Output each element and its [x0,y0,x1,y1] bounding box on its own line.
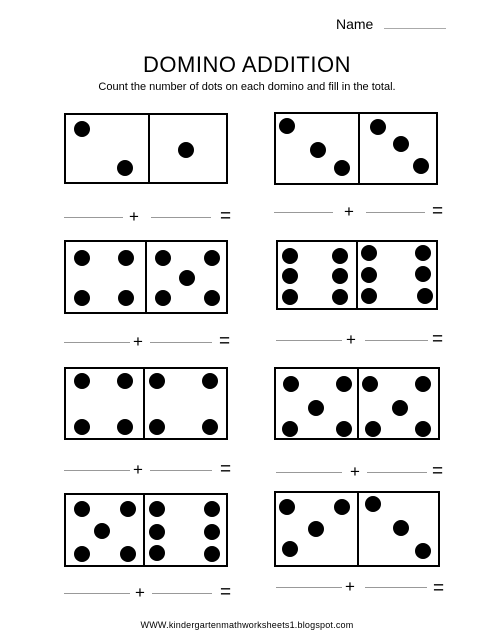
equals-sign: = [219,331,231,352]
plus-sign: + [135,583,145,602]
answer-blank-left[interactable] [64,342,130,343]
domino-divider [143,369,145,438]
domino-dot-right [149,545,165,561]
footer-website: WWW.kindergartenmathworksheets1.blogspot.com [140,620,354,630]
domino-dot-left [120,546,136,562]
answer-blank-left[interactable] [276,472,342,473]
domino-dot-right [370,119,386,135]
domino-dot-left [282,289,298,305]
domino-dot-left [308,521,324,537]
domino-dot-left [117,419,133,435]
answer-blank-left[interactable] [64,217,123,218]
domino-dot-left [332,248,348,264]
domino-dot-right [149,501,165,517]
domino-dot-right [204,524,220,540]
domino-dot-left [282,248,298,264]
domino-dot-left [282,421,298,437]
domino-dot-left [336,376,352,392]
domino-8 [274,491,440,567]
domino-dot-left [94,523,110,539]
domino-dot-right [149,373,165,389]
domino-dot-right [413,158,429,174]
equals-sign: = [432,329,444,350]
answer-blank-left[interactable] [64,470,130,471]
domino-dot-left [118,290,134,306]
domino-dot-right [204,546,220,562]
domino-2 [274,112,438,185]
answer-blank-left[interactable] [64,593,130,594]
equals-sign: = [220,582,232,603]
domino-divider [357,493,359,565]
domino-4 [276,240,438,310]
worksheet-title: DOMINO ADDITION [143,52,351,77]
domino-dot-right [204,250,220,266]
domino-dot-right [393,136,409,152]
equals-sign: = [433,578,445,599]
answer-blank-right[interactable] [150,470,212,471]
domino-dot-left [334,160,350,176]
domino-6 [274,367,440,440]
domino-dot-left [334,499,350,515]
domino-dot-left [74,121,90,137]
answer-blank-right[interactable] [367,472,427,473]
domino-dot-left [279,118,295,134]
domino-3 [64,240,228,314]
answer-blank-right[interactable] [366,212,425,213]
domino-dot-left [74,290,90,306]
domino-dot-right [361,288,377,304]
equals-sign: = [432,461,444,482]
domino-dot-right [415,266,431,282]
instructions: Count the number of dots on each domino and fill in the total. [98,81,396,93]
answer-blank-right[interactable] [365,587,427,588]
domino-dot-right [155,290,171,306]
domino-dot-right [149,419,165,435]
domino-dot-left [74,546,90,562]
answer-blank-right[interactable] [152,593,212,594]
domino-dot-right [202,373,218,389]
answer-blank-right[interactable] [365,340,428,341]
domino-dot-left [308,400,324,416]
plus-sign: + [133,332,143,351]
domino-dot-left [117,160,133,176]
answer-blank-left[interactable] [276,340,342,341]
domino-dot-left [283,376,299,392]
domino-dot-right [415,376,431,392]
domino-dot-right [362,376,378,392]
domino-dot-right [149,524,165,540]
domino-dot-left [282,541,298,557]
domino-dot-left [74,501,90,517]
plus-sign: + [345,577,355,596]
domino-divider [358,114,360,183]
domino-dot-right [204,290,220,306]
plus-sign: + [129,207,139,226]
domino-dot-right [393,520,409,536]
domino-dot-right [202,419,218,435]
plus-sign: + [344,202,354,221]
domino-dot-right [361,267,377,283]
domino-dot-left [118,250,134,266]
answer-blank-left[interactable] [274,212,333,213]
domino-dot-right [417,288,433,304]
domino-5 [64,367,228,440]
domino-dot-left [310,142,326,158]
name-label: Name [336,16,374,32]
domino-dot-left [120,501,136,517]
domino-dot-left [332,289,348,305]
domino-dot-left [74,419,90,435]
domino-dot-right [365,421,381,437]
domino-divider [356,242,358,308]
domino-dot-right [415,421,431,437]
domino-dot-left [282,268,298,284]
domino-dot-right [415,543,431,559]
domino-dot-left [117,373,133,389]
equals-sign: = [220,206,232,227]
domino-dot-right [179,270,195,286]
plus-sign: + [350,462,360,481]
domino-dot-left [336,421,352,437]
name-field[interactable] [384,28,446,29]
plus-sign: + [346,330,356,349]
domino-dot-left [74,373,90,389]
domino-1 [64,113,228,184]
equals-sign: = [220,459,232,480]
plus-sign: + [133,460,143,479]
domino-dot-right [365,496,381,512]
domino-dot-right [155,250,171,266]
answer-blank-left[interactable] [276,587,342,588]
domino-divider [148,115,150,182]
domino-7 [64,493,228,567]
domino-divider [357,369,359,438]
domino-dot-right [178,142,194,158]
equals-sign: = [432,201,444,222]
domino-dot-left [74,250,90,266]
domino-dot-right [204,501,220,517]
domino-dot-right [415,245,431,261]
answer-blank-right[interactable] [151,217,211,218]
domino-dot-right [392,400,408,416]
domino-divider [145,242,147,312]
domino-dot-left [279,499,295,515]
answer-blank-right[interactable] [150,342,212,343]
domino-dot-right [361,245,377,261]
domino-dot-left [332,268,348,284]
domino-divider [143,495,145,565]
